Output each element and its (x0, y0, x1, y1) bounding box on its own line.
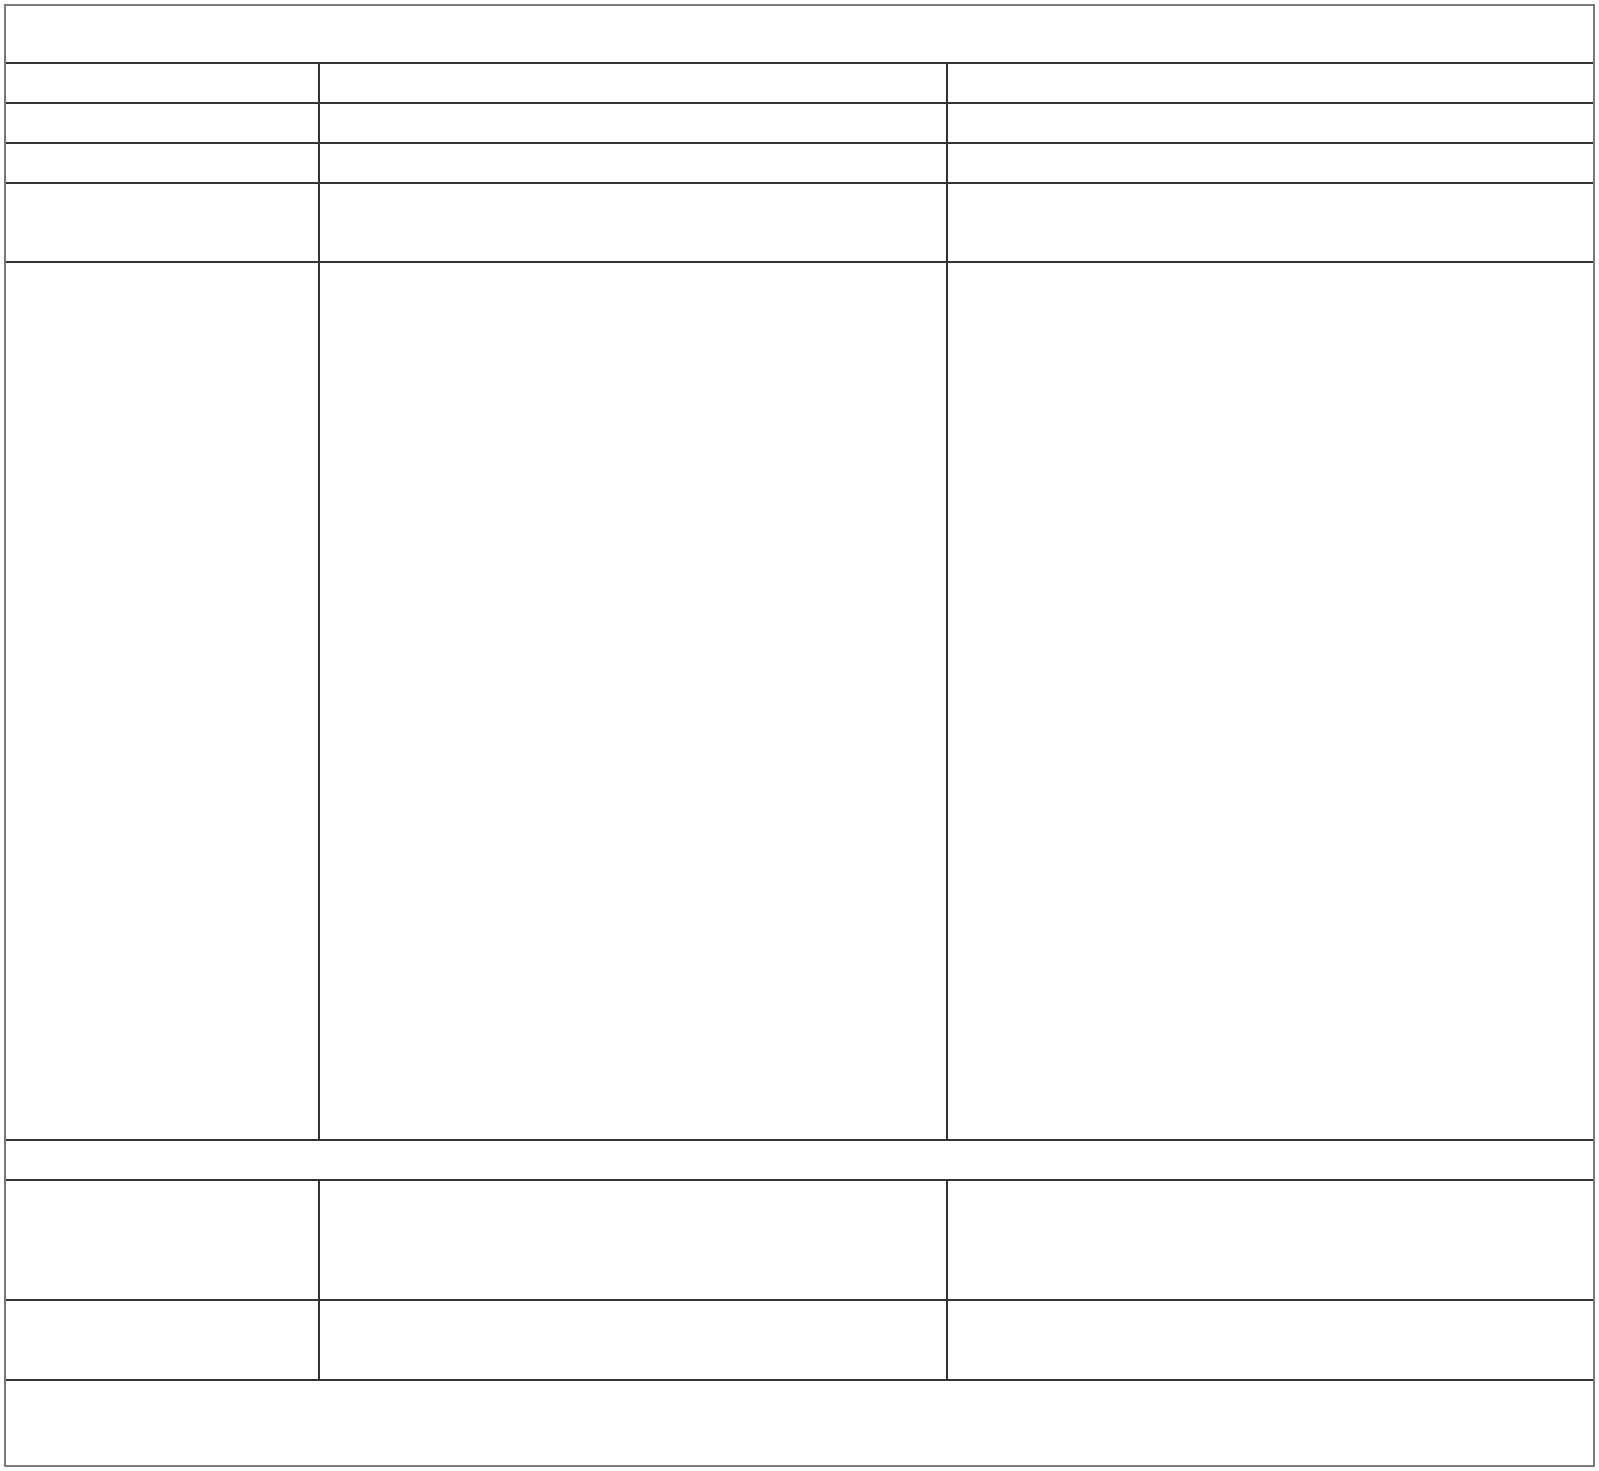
divider (6, 62, 1593, 64)
divider (6, 1139, 1593, 1141)
ugr-table (4, 4, 1595, 1467)
divider (6, 1179, 1593, 1181)
divider (318, 62, 320, 1139)
divider (6, 142, 1593, 144)
divider (6, 102, 1593, 104)
divider (946, 1179, 948, 1379)
divider (6, 261, 1593, 263)
divider (6, 1299, 1593, 1301)
divider (946, 62, 948, 1139)
divider (318, 1179, 320, 1379)
divider (6, 182, 1593, 184)
divider (6, 1379, 1593, 1381)
